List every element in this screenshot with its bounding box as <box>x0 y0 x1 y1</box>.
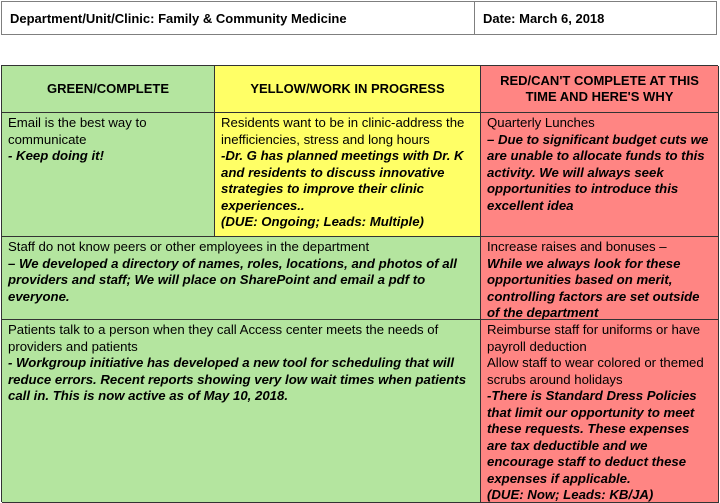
row1-red-cell <box>481 113 719 237</box>
row1-red-action: – Due to significant budget cuts we are unable to allocate funds to this activity. We will always seek opportunities to introduce this excellent idea <box>487 131 709 213</box>
row2-red-cell <box>481 237 719 320</box>
row1-yellow-text: Residents want to be in clinic-address the inefficiencies, stress and long hours <box>221 115 465 147</box>
row1-green-cell <box>2 113 215 237</box>
department-label: Department/Unit/Clinic: Family & Community Medicine <box>2 2 475 34</box>
header-table <box>1 1 717 35</box>
row1-yellow-due: (DUE: Ongoing; Leads: Multiple) <box>221 214 424 229</box>
row3-red-text1: Reimburse staff for uniforms or have payroll deduction <box>487 322 701 354</box>
row3-red-cell <box>481 320 719 503</box>
row2-green-cell <box>2 237 481 320</box>
row1-red-text: Quarterly Lunches <box>487 115 595 130</box>
row2-green-action: – We developed a directory of names, roles, locations, and photos of all providers and staff; We will place on SharePoint and email a pdf to everyone. <box>8 255 457 304</box>
row2-red-text: Increase raises and bonuses – <box>487 239 667 254</box>
row2-red-action: While we always look for these opportunities based on merit, controlling factors are set outside of the department <box>487 255 700 320</box>
row1-yellow-action: -Dr. G has planned meetings with Dr. K and residents to discuss innovative strategies to improve their clinic experiences.. <box>221 148 464 213</box>
row3-red-text2: Allow staff to wear colored or themed scrubs around holidays <box>487 355 704 387</box>
row3-green-action: - Workgroup initiative has developed a new tool for scheduling that will reduce errors. Recent reports showing very low wait times when patients call in. This is now active as of May 10, 2018. <box>8 355 467 403</box>
row3-green-cell <box>2 320 481 503</box>
row3-red-action: -There is Standard Dress Policies that limit our opportunity to meet these requests. These expenses are tax deductible and we encourage staff to deduct these expenses if applicable. <box>487 388 697 486</box>
row3-red-due: (DUE: Now; Leads: KB/JA) <box>487 487 654 502</box>
column-header-yellow: YELLOW/WORK IN PROGRESS <box>215 66 481 113</box>
column-header-red: RED/CAN'T COMPLETE AT THIS TIME AND HERE'S WHY <box>481 66 719 113</box>
row1-yellow-cell <box>215 113 481 237</box>
row1-green-text: Email is the best way to communicate <box>8 115 147 147</box>
row3-green-text: Patients talk to a person when they call Access center meets the needs of providers and patients <box>8 322 439 354</box>
status-table <box>1 65 718 502</box>
row2-green-text: Staff do not know peers or other employees in the department <box>8 239 370 254</box>
date-label: Date: March 6, 2018 <box>483 10 605 26</box>
column-header-green: GREEN/COMPLETE <box>2 66 215 113</box>
row1-green-action: - Keep doing it! <box>8 148 104 163</box>
